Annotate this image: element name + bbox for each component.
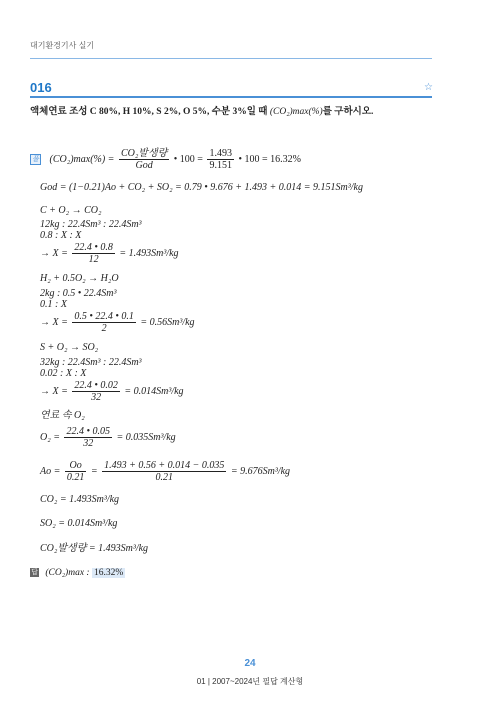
sulfur-ratio-2: 0.02 : X : X <box>40 368 87 379</box>
ao-fraction-2 <box>102 460 226 483</box>
hydrogen-ratio-2: 0.1 : X <box>40 299 67 310</box>
ao-fraction-1-num: Oo <box>69 460 82 471</box>
oxygen-fraction-den: 32 <box>64 437 112 449</box>
ao-fraction-2-den: 0.21 <box>102 471 226 483</box>
sulfur-fraction <box>72 380 120 403</box>
co2-fraction <box>119 148 169 171</box>
oxygen-label: 연료 속 O₂ <box>40 410 85 421</box>
question-number: 016 <box>30 80 52 95</box>
ao-fraction-1 <box>65 460 87 483</box>
main-formula-mid: • 100 = <box>173 153 203 165</box>
hydrogen-result-value: = 0.56Sm³/kg <box>140 316 195 328</box>
answer <box>30 568 125 578</box>
hydrogen-equation: H₂ + 0.5O₂ → H₂O <box>40 273 119 284</box>
value-fraction <box>207 148 234 171</box>
carbon-fraction-num: 22.4 • 0.8 <box>74 242 113 253</box>
ao-fraction-2-num: 1.493 + 0.56 + 0.014 − 0.035 <box>104 460 225 471</box>
answer-label: (CO₂)max : <box>45 568 92 578</box>
main-formula <box>30 148 301 171</box>
co2-line: CO₂ = 1.493Sm³/kg <box>40 494 120 505</box>
co2-fraction-num: CO₂발생량 <box>120 148 168 159</box>
page-footer: 01 | 2007~2024년 필답 계산형 <box>196 677 304 686</box>
hydrogen-ratio-1: 2kg : 0.5 • 22.4Sm³ <box>40 288 117 299</box>
page-number: 24 <box>244 658 256 669</box>
carbon-fraction-den: 12 <box>72 253 115 265</box>
answer-value: 16.32% <box>93 568 124 578</box>
so2-line: SO₂ = 0.014Sm³/kg <box>40 518 118 529</box>
value-fraction-num: 1.493 <box>209 148 232 159</box>
main-formula-lhs: (CO₂)max(%) = <box>49 153 115 165</box>
god-line: God = (1−0.21)Ao + CO₂ + SO₂ = 0.79 • 9.676 + 1.493 + 0.014 = 9.151Sm³/kg <box>40 182 363 193</box>
sulfur-result-lhs: → X = <box>40 385 68 397</box>
sulfur-result <box>40 380 184 403</box>
solution-badge: 풀 <box>30 154 41 165</box>
oxygen-fraction <box>64 426 112 449</box>
header-rule <box>30 58 432 59</box>
co2-generation-line: CO₂발생량 = 1.493Sm³/kg <box>40 543 149 554</box>
carbon-result-value: = 1.493Sm³/kg <box>119 247 179 259</box>
question-prefix: 액체연료 조성 C 80%, H 10%, S 2%, O 5%, 수분 3%일 때 <box>30 107 270 117</box>
sulfur-ratio-1: 32kg : 22.4Sm³ : 22.4Sm³ <box>40 357 142 368</box>
co2-fraction-den: God <box>119 159 169 171</box>
ao-result <box>40 460 290 483</box>
oxygen-fraction-num: 22.4 • 0.05 <box>66 426 110 437</box>
running-header: 대기환경기사 실기 <box>30 41 95 50</box>
hydrogen-result <box>40 311 195 334</box>
carbon-equation: C + O₂ → CO₂ <box>40 205 102 216</box>
ao-result-value: = 9.676Sm³/kg <box>230 465 291 477</box>
carbon-result-lhs: → X = <box>40 247 68 259</box>
hydrogen-result-lhs: → X = <box>40 316 68 328</box>
hydrogen-fraction-num: 0.5 • 22.4 • 0.1 <box>74 311 134 322</box>
question-suffix: 를 구하시오. <box>322 107 374 117</box>
answer-badge: 답 <box>31 569 38 577</box>
hydrogen-fraction <box>72 311 136 334</box>
main-formula-end: • 100 = 16.32% <box>238 153 301 165</box>
sulfur-result-value: = 0.014Sm³/kg <box>124 385 184 397</box>
carbon-result <box>40 242 179 265</box>
ao-fraction-1-den: 0.21 <box>66 472 85 483</box>
question-formula: (CO₂)max(%) <box>269 107 323 117</box>
question-text <box>30 103 373 117</box>
carbon-ratio-1: 12kg : 22.4Sm³ : 22.4Sm³ <box>40 219 142 230</box>
carbon-fraction <box>72 242 115 265</box>
star-icon: ☆ <box>424 82 433 93</box>
ao-eq: = <box>90 465 98 477</box>
question-rule <box>30 96 432 98</box>
sulfur-fraction-num: 22.4 • 0.02 <box>74 380 118 391</box>
oxygen-result <box>40 426 176 449</box>
sulfur-equation: S + O₂ → SO₂ <box>40 342 99 353</box>
value-fraction-den: 9.151 <box>209 160 232 171</box>
ao-lhs: Ao = <box>40 465 61 477</box>
oxygen-result-value: = 0.035Sm³/kg <box>116 431 176 443</box>
sulfur-fraction-den: 32 <box>72 391 120 403</box>
carbon-ratio-2: 0.8 : X : X <box>40 230 82 241</box>
hydrogen-fraction-den: 2 <box>72 322 136 334</box>
oxygen-result-lhs: O₂ = <box>40 431 60 443</box>
